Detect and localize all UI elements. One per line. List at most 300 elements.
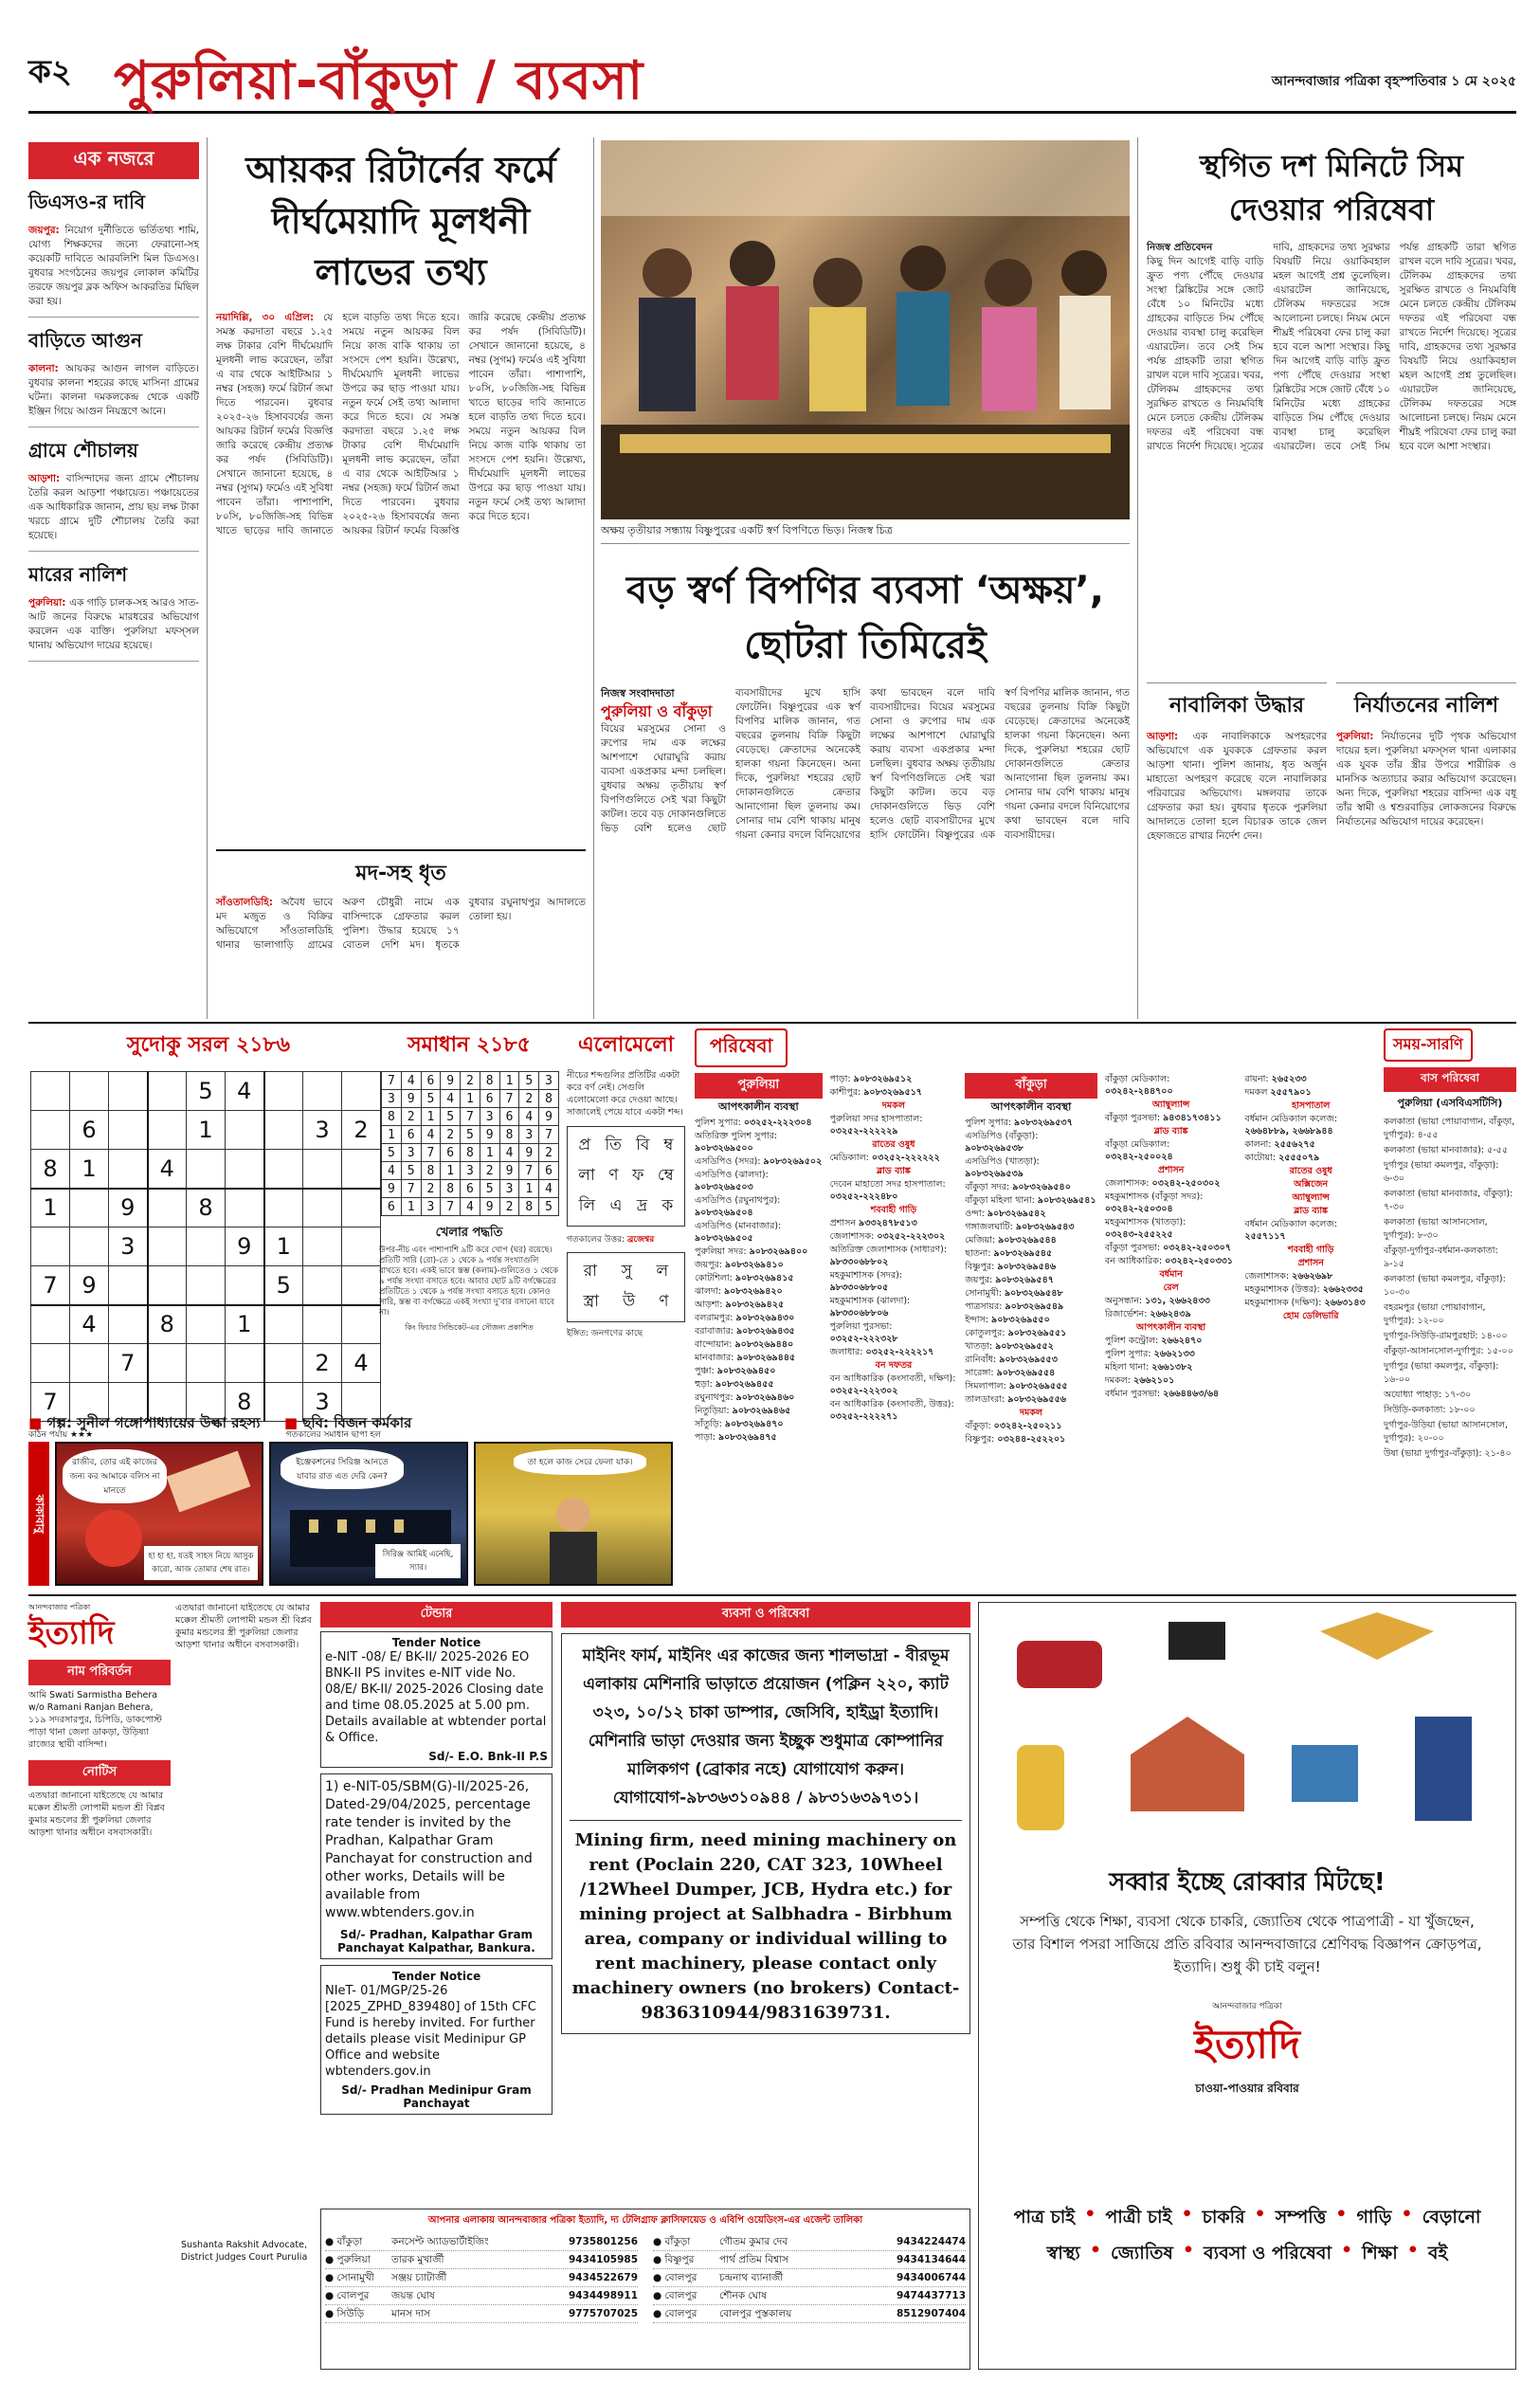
route-header: পুরুলিয়া (এসবিএসটিসি) (1397, 1097, 1503, 1109)
sudoku-cell[interactable]: 8 (31, 1150, 70, 1189)
service-label: বান্দোয়ান: (695, 1339, 735, 1350)
service-label: এসডিপিও (মানবাজার): (695, 1221, 782, 1231)
sudoku-cell[interactable] (303, 1150, 342, 1189)
service-heading: প্রশাসন (1297, 1258, 1324, 1268)
rules-text: উপর-নীচ এবং পাশাপাশি ৯টি করে খোপ (ঘর) রয়েছে। প্রতিটি সারি (রো)-তে ১ থেকে ৯ পর্যন্ত সংখ্যাগুলি রাখতে হবে। একই ভাবে স্তম্ভ (কলাম)-গুলিতেও ১ থেকে ৯ পর্যন্ত সংখ্যা বসাতে হবে। আবার ছোট ৯টি বর্গক্ষেত্রের প্রতিটিতে ১ থেকে ৯ পর্যন্ত সংখ্যা বসাতে হবে। কোনও সারি, স্তম্ভ বা বর্গক্ষেত্রে একই সংখ্যা দু’বার বসানো যাবে না। (379, 1246, 559, 1318)
tender-1-title: Tender Notice (391, 1636, 481, 1649)
ek-nojore-column (28, 142, 199, 1014)
sudoku-cell[interactable]: 5 (187, 1072, 226, 1111)
sim-story (1147, 140, 1516, 676)
service-label: পুঞ্চা: (695, 1366, 717, 1376)
solution-cell: 3 (480, 1108, 499, 1126)
solution-cell: 6 (421, 1072, 441, 1090)
solution-cell: 7 (382, 1072, 402, 1090)
sudoku-cell[interactable] (148, 1266, 187, 1305)
solution-cell: 8 (421, 1162, 441, 1180)
sudoku-cell[interactable] (31, 1111, 70, 1150)
agent-phone: 8512907404 (896, 2308, 966, 2319)
solution-cell: 7 (441, 1198, 461, 1216)
sudoku-cell[interactable] (226, 1189, 264, 1227)
sudoku-cell[interactable] (109, 1266, 148, 1305)
agent-phone: 9434006744 (896, 2272, 966, 2283)
house-icon (1131, 1717, 1244, 1811)
mod-box-place: সাঁওতালডিহি: (216, 897, 273, 908)
sudoku-cell[interactable] (187, 1305, 226, 1344)
sim-byline: নিজস্ব প্রতিবেদন (1147, 242, 1213, 253)
solution-cell: 5 (480, 1180, 499, 1198)
service-line (830, 1217, 958, 1229)
service-line (695, 1391, 823, 1404)
service-number: ০৩২৫২-২২২৪৮০ (829, 1191, 898, 1202)
sudoku-cell[interactable] (303, 1305, 342, 1344)
agent-phone: 9434522679 (568, 2272, 638, 2283)
sudoku-grid[interactable] (30, 1071, 381, 1422)
sudoku-cell[interactable]: 7 (31, 1383, 70, 1422)
service-heading: বন দফতর (875, 1360, 913, 1371)
service-line (1105, 1112, 1238, 1124)
bardhaman-column (1244, 1073, 1377, 1446)
bankura-column-2 (1105, 1073, 1238, 1446)
elomelo-title: এলোমেলো (577, 1033, 675, 1057)
service-line (1105, 1216, 1238, 1241)
comic-title: গল্প: সুনীল গঙ্গোপাধ্যায়ের উল্কা রহস্য (46, 1414, 261, 1431)
sudoku-cell[interactable] (303, 1266, 342, 1305)
service-number: ৯০৮৩২৬৯৫৪৮ (1004, 1288, 1063, 1299)
sudoku-cell[interactable]: 8 (226, 1383, 264, 1422)
service-line (1244, 1191, 1377, 1204)
sudoku-cell[interactable] (31, 1072, 70, 1111)
service-line (830, 1359, 958, 1372)
agent-row (325, 2287, 638, 2305)
solution-cell: 8 (499, 1126, 519, 1144)
solution-cell: 7 (539, 1126, 559, 1144)
main-story (216, 140, 586, 1012)
torture-place: পুরুলিয়া: (1336, 731, 1374, 742)
service-line (830, 1346, 958, 1358)
bus-route: কলকাতা (ভায়া পোয়াবাগান, বাঁকুড়া, দুর্গাপুর): ৪-৫৫ (1384, 1117, 1515, 1140)
category-item[interactable]: স্বাস্থ্য (1046, 2243, 1080, 2264)
sudoku-cell[interactable] (109, 1150, 148, 1189)
main-headline: আয়কর রিটার্নের ফর্মে দীর্ঘমেয়াদি মূলধনী লাভের তথ্য (245, 149, 556, 293)
mod-box (216, 849, 586, 953)
agent-area: ● সোনামুখী (325, 2272, 374, 2283)
panel-2-caption: সিরিঞ্জ আমিই এনেছি, স্যার। (375, 1544, 461, 1578)
agent-name: শৌনক ঘোষ (719, 2290, 768, 2301)
porishheba-title: পরিষেবা (695, 1028, 788, 1067)
laptop-icon (1292, 1745, 1358, 1802)
solution-cell: 3 (539, 1072, 559, 1090)
service-number: ৯০৮৩২৬৯৫৪০ (1012, 1182, 1071, 1192)
service-label: পুলিশ সুপার: (965, 1118, 1015, 1128)
category-item[interactable]: শিক্ষা (1362, 2243, 1398, 2264)
sudoku-cell[interactable]: 6 (70, 1111, 109, 1150)
service-number: ২৬৬১৩৮২ (1151, 1362, 1193, 1373)
solution-cell: 9 (441, 1072, 461, 1090)
tender-notice-1 (320, 1631, 553, 1768)
sudoku-cell[interactable] (342, 1189, 381, 1227)
sudoku-cell[interactable] (70, 1072, 109, 1111)
service-number: ৯০৮৩২৬৯৫৪২ (987, 1209, 1046, 1219)
brief-title: গ্রামে শৌচালয় (28, 439, 138, 462)
agents-section (320, 2209, 970, 2370)
category-item[interactable]: পাত্রী চাই (1105, 2207, 1172, 2227)
sudoku-cell[interactable] (187, 1344, 226, 1383)
service-number: ০৩২৪২-২৪৪৭০০ (1104, 1086, 1173, 1097)
sudoku-cell[interactable] (31, 1305, 70, 1344)
agent-area: ● বিষ্ণুপুর (653, 2254, 695, 2265)
sudoku-cell[interactable]: 1 (70, 1150, 109, 1189)
solution-credit: কিং ফিচার সিন্ডিকেট-এর সৌজন্য প্রকাশিত (405, 1323, 534, 1332)
service-heading: হাসপাতাল (1292, 1100, 1331, 1111)
service-number: ৯০৮৩২৬৯৪১০ (725, 1260, 784, 1270)
elomelo-section: এলোমেলো নীচের শব্দগুলির প্রতিটির একটা করে বর্ণ নেই। সেগুলি এলোমেলো করে দেওয়া আছে। সাজালেই পেয়ে যাবে একটা শব্দ। প্র তি বি ম্ব লা ণ ফ ম্বে লি এ দ্র ক গতকালের উত্তর: ব্রজেশ্বর রা সু ল স্ত্রা উ ণ ইঙ্গিত: জনগণের কাছে (567, 1028, 685, 1408)
solution-cell: 8 (519, 1198, 539, 1216)
sudoku-footer-note: গতকালের সমাধান ছাপা হল (285, 1430, 381, 1440)
category-separator: • (1401, 2204, 1413, 2225)
agent-name: সঞ্জয় চ্যাটার্জী (391, 2272, 447, 2283)
elomelo-row (571, 1287, 680, 1318)
service-line (965, 1221, 1097, 1233)
service-line (695, 1272, 823, 1284)
sudoku-cell[interactable] (342, 1266, 381, 1305)
sudoku-cell[interactable] (264, 1344, 303, 1383)
sudoku-cell[interactable] (109, 1072, 148, 1111)
brief-body (28, 362, 199, 419)
solution-cell: 4 (441, 1090, 461, 1108)
solution-cell: 1 (519, 1180, 539, 1198)
service-label: পুরুলিয়া পুরসভা: (829, 1321, 893, 1332)
sudoku-cell[interactable]: 7 (31, 1266, 70, 1305)
sudoku-cell[interactable] (264, 1189, 303, 1227)
service-heading: ব্লাড ব্যাঙ্ক (876, 1166, 911, 1176)
sudoku-cell[interactable]: 8 (148, 1305, 187, 1344)
service-number: ০৩২৫২-২২২২৭১ (829, 1411, 898, 1422)
sudoku-cell[interactable] (148, 1189, 187, 1227)
solution-cell: 8 (441, 1180, 461, 1198)
service-label: পাড়া: (829, 1074, 854, 1084)
sudoku-cell[interactable]: 4 (148, 1150, 187, 1189)
solution-cell: 9 (401, 1090, 421, 1108)
solution-cell: 1 (461, 1090, 480, 1108)
category-item[interactable]: সম্পত্তি (1275, 2207, 1327, 2227)
sudoku-cell[interactable] (187, 1150, 226, 1189)
category-item[interactable]: ব্যবসা ও পরিষেবা (1204, 2243, 1332, 2264)
agent-area: ● বাঁকুড়া (325, 2236, 363, 2247)
category-item[interactable]: বেড়ানো (1422, 2207, 1481, 2227)
solution-cell: 6 (539, 1162, 559, 1180)
service-label: অতিরিক্ত জেলাশাসক (সাধারণ): (829, 1245, 948, 1255)
service-line (1105, 1361, 1238, 1373)
service-label: রিজার্ভেশন: (1104, 1309, 1150, 1319)
sudoku-cell[interactable]: 9 (70, 1266, 109, 1305)
sudoku-cell[interactable] (342, 1227, 381, 1266)
brief-title: বাড়িতে আগুন (28, 329, 142, 352)
sudoku-cell[interactable]: 1 (264, 1227, 303, 1266)
sudoku-cell[interactable] (264, 1305, 303, 1344)
service-number: ৯০৮৩২৬৯৫০৩ (695, 1182, 753, 1192)
service-number: ৯০৮৩২৬৯৫৫২ (995, 1341, 1054, 1352)
solution-cell: 2 (539, 1144, 559, 1162)
service-line (965, 1300, 1097, 1313)
service-number: ৯০৮৩২৬৯৪৩৫ (736, 1326, 795, 1336)
sudoku-cell[interactable]: 2 (342, 1111, 381, 1150)
brief-body (28, 472, 199, 543)
sudoku-cell[interactable]: 1 (226, 1305, 264, 1344)
service-number: ৯০৮৩২৬৯৪০০ (749, 1246, 808, 1257)
service-line (1105, 1308, 1238, 1320)
agent-area: ● বোলপুর (653, 2308, 698, 2319)
service-label: আড়শা: (695, 1300, 726, 1310)
category-item[interactable]: চাকরি (1202, 2207, 1245, 2227)
solution-cell: 7 (461, 1108, 480, 1126)
solution-cell: 6 (461, 1180, 480, 1198)
minor-rescue-story (1147, 682, 1327, 1014)
minor-body: এক নাবালিকাকে অপহরণের অভিযোগে এক যুবককে গ্রেফতার করল আড়শা থানা। পুলিশ জানায়, ধৃত অর্জুন মাহাতো অপহরণ করেছে বলে নাবালিকার পরিবারের অভিযোগ। মঙ্গলবার তাকে গ্রেফতার করা হয়। বুধবার ধৃতকে পুরুলিয়া আদালতে তোলা হলে বিচারক তাকে জেল হেফাজতে রাখার নির্দেশ দেন। (1147, 731, 1327, 842)
category-item[interactable]: গাড়ি (1356, 2207, 1392, 2227)
service-label: বন আধিকারিক: (1104, 1256, 1166, 1266)
service-line (1105, 1268, 1238, 1281)
service-heading: ব্লাড ব্যাঙ্ক (1153, 1126, 1188, 1136)
minor-place: আড়শা: (1147, 731, 1179, 742)
service-line (695, 1418, 823, 1430)
sudoku-cell[interactable] (342, 1072, 381, 1111)
elomelo-grid (567, 1126, 685, 1227)
solution-cell: 3 (401, 1144, 421, 1162)
photo-illustration (601, 140, 1130, 519)
agent-area: ● বোলপুর (325, 2290, 370, 2301)
category-row-1 (979, 2204, 1515, 2234)
sudoku-cell[interactable] (109, 1111, 148, 1150)
panel-2-speech: ইঞ্জেকশনের সিরিঞ্জ আনতে যাবার রাত এত দেরি কেন? (281, 1449, 404, 1489)
sudoku-cell[interactable] (226, 1150, 264, 1189)
service-label: দেবেন মাহাতো সদর হাসপাতাল: (829, 1179, 946, 1190)
sudoku-cell[interactable] (70, 1227, 109, 1266)
sudoku-cell[interactable] (303, 1227, 342, 1266)
solution-cell: 1 (401, 1198, 421, 1216)
sudoku-cell[interactable]: 5 (264, 1266, 303, 1305)
elomelo-letter: লা (578, 1166, 595, 1185)
category-item[interactable]: বই (1427, 2243, 1448, 2264)
gold-story (601, 140, 1130, 1012)
agent-phone: 9434134644 (896, 2254, 966, 2265)
sudoku-cell[interactable]: 8 (187, 1189, 226, 1227)
service-label: জেলাশাসক: (1104, 1178, 1152, 1189)
service-line (695, 1325, 823, 1337)
solution-cell: 2 (401, 1108, 421, 1126)
sunday-ad (978, 1602, 1516, 2370)
service-line (1244, 1138, 1377, 1151)
sudoku-title: সুদোকু সরল ২১৮৬ (126, 1033, 291, 1057)
sudoku-cell[interactable]: 9 (109, 1189, 148, 1227)
sudoku-cell[interactable]: 3 (109, 1227, 148, 1266)
sudoku-cell[interactable] (264, 1072, 303, 1111)
sudoku-cell[interactable] (70, 1344, 109, 1383)
solution-cell: 5 (441, 1108, 461, 1126)
ityadi-brand: আনন্দবাজার পত্রিকা (28, 1603, 91, 1611)
solution-cell: 9 (539, 1108, 559, 1126)
sudoku-cell[interactable] (70, 1189, 109, 1227)
solution-cell: 4 (401, 1072, 421, 1090)
sudoku-cell[interactable] (31, 1227, 70, 1266)
service-label: মহকুমাশাসক (উত্তর): (1244, 1284, 1323, 1295)
solution-cell: 8 (382, 1108, 402, 1126)
service-number: ২৬৬২৬৯৮ (1292, 1271, 1333, 1282)
service-label: বর্ধমান মেডিক্যাল কলেজ: (1244, 1219, 1338, 1229)
sudoku-cell[interactable]: 4 (70, 1305, 109, 1344)
service-number: ৯০৮৩২৬৯৪৪৫ (736, 1353, 796, 1363)
elomelo-row (571, 1191, 680, 1222)
service-label: বাঁকুড়া মহিলা থানা: (965, 1195, 1038, 1206)
service-line (695, 1220, 823, 1245)
sudoku-cell[interactable]: 9 (226, 1227, 264, 1266)
brief-item (28, 327, 199, 427)
service-line (830, 1295, 958, 1319)
service-line (1244, 1205, 1377, 1217)
tender-notice-3 (320, 1965, 553, 2115)
brief-body (28, 224, 199, 309)
service-label: পুলিশ কন্ট্রোল: (1104, 1336, 1162, 1346)
category-separator: • (1089, 2240, 1101, 2261)
tent-icon (1320, 1612, 1434, 1660)
sudoku-cell[interactable] (148, 1111, 187, 1150)
solution-cell: 6 (401, 1126, 421, 1144)
service-line (1105, 1177, 1238, 1190)
service-line (965, 1181, 1097, 1193)
suitcase-icon (1017, 1745, 1064, 1830)
service-line (1105, 1321, 1238, 1334)
elomelo-letter: ণ (608, 1166, 619, 1185)
bankura-sub: আপৎকালীন ব্যবস্থা (990, 1100, 1072, 1113)
sudoku-cell[interactable] (187, 1227, 226, 1266)
service-line (695, 1312, 823, 1324)
agent-area: ● বোলপুর (653, 2290, 698, 2301)
service-line (830, 1204, 958, 1216)
agent-name: তারক মুখার্জী (391, 2254, 444, 2265)
sudoku-cell[interactable] (148, 1072, 187, 1111)
ek-nojore-header: এক নজরে (28, 142, 199, 179)
elomelo-letter: ল (656, 1262, 669, 1281)
sudoku-cell[interactable] (342, 1305, 381, 1344)
service-label: রায়না: (1244, 1074, 1272, 1084)
sudoku-cell[interactable] (148, 1344, 187, 1383)
sudoku-cell[interactable] (109, 1305, 148, 1344)
sudoku-cell[interactable]: 7 (109, 1344, 148, 1383)
service-number: ০৩২৪২-২৫০০২৪ (1104, 1152, 1173, 1162)
service-number: ০৩২৫২-২২২২২৯ (829, 1126, 898, 1136)
page-number: ক২ (28, 53, 72, 91)
service-line (1105, 1099, 1238, 1111)
service-line (695, 1338, 823, 1351)
gold-body-2: বিয়ের মরসুমের সোনা ও রুপোর দাম এক লক্ষের আশপাশে ঘোরাঘুরি করায় ব্যবসা একপ্রকার মন্দা চলছিল। বুধবার অক্ষয় তৃতীয়ায় স্বর্ণ বিপণিগুলিতে সেই খরা কিছুটা কাটল। তবে বড় দোকানগুলিতে ভিড় বেশি হলেও ছোট ব্যবসায়ীদের মুখে হাসি ফোটেনি। বিষ্ণুপুরের এক স্বর্ণ বিপণির মালিক জানান, গত বছরের তুলনায় বিক্রি কিছুটা বেড়েছে। ক্রেতাদের অনেকেই হালকা গয়না কিনেছেন। অন্য দিকে, পুরুলিয়া শহরের ছোট দোকানগুলিতে ক্রেতার আনাগোনা ছিল তুলনায় কম। সোনার দাম বেশি থাকায় মানুষ গয়না কেনার বদলে বিনিয়োগের কথা ভাবছেন বলে দাবি ব্যবসায়ীদের। (870, 687, 1130, 841)
bankura-header: বাঁকুড়া (965, 1073, 1097, 1099)
service-number: ৯০৮৩২৬৯৫৪৪ (998, 1235, 1057, 1246)
sudoku-cell[interactable]: 3 (303, 1383, 342, 1422)
service-label: মেজিয়া: (965, 1235, 999, 1246)
tender-3-body: NIeT- 01/MGP/25-26 [2025_ZPHD_839480] of 15th CFC Fund is hereby invited. For further details please visit Medinipur GP Office and website wbtenders.gov.in (325, 1984, 536, 2079)
service-heading: অ্যাম্বুল্যান্স (1151, 1100, 1190, 1110)
service-line (830, 1138, 958, 1151)
sim-headline: স্থগিত দশ মিনিটে সিম দেওয়ার পরিষেবা (1199, 148, 1464, 227)
service-number: ৯০৮৩২৬৯৫৩৯ (965, 1169, 1024, 1179)
service-number: ০৩২৪২-২৫০৩০২ (1151, 1178, 1221, 1189)
service-number: ৯০৮৩২৬৯৫০৪ (695, 1208, 753, 1218)
sudoku-cell[interactable]: 3 (303, 1111, 342, 1150)
sudoku-cell[interactable] (226, 1111, 264, 1150)
service-label: পুলিশ সুপার: (695, 1118, 744, 1128)
solution-cell: 3 (519, 1126, 539, 1144)
service-label: নিতুড়িয়া: (695, 1406, 733, 1416)
solution-cell: 5 (401, 1162, 421, 1180)
agent-area: ● সিউড়ি (325, 2308, 365, 2319)
agent-name: গৌতম কুমার দেব (719, 2236, 788, 2247)
sudoku-cell[interactable] (187, 1266, 226, 1305)
service-number: ২৬৬৪৪৬৩/৬৪ (1163, 1389, 1220, 1399)
service-line (830, 1113, 958, 1137)
mining-ad-english: Mining firm, need mining machinery on rent (Poclain 220, CAT 323, 10Wheel /12Wheel Dumper, JCB, Hydra etc.) for mining project at Salbhadra - Birbhum area, company or individual willing to rent machinery, please contact only machinery owners (no brokers) Contact- 9836310944/9831639731. (571, 1830, 960, 2023)
service-label: মেডিক্যাল: (829, 1153, 872, 1163)
category-item[interactable]: পাত্র চাই (1013, 2207, 1076, 2227)
solution-cell: 2 (421, 1180, 441, 1198)
category-row-2 (979, 2240, 1515, 2270)
service-number: ২৬৬২১০১ (1133, 1375, 1175, 1386)
bus-route: দুর্গাপুর-সিউড়ি-রামপুরহাট: ১৪-০০ (1384, 1331, 1508, 1341)
service-line (1244, 1178, 1377, 1191)
sudoku-cell[interactable]: 1 (31, 1189, 70, 1227)
service-label: বরাবাজার: (695, 1326, 737, 1336)
sudoku-cell[interactable]: 2 (303, 1344, 342, 1383)
service-line (830, 1230, 958, 1243)
service-number: ৯০৮৩২৬৯৫৩৮ (965, 1143, 1024, 1154)
sudoku-cell[interactable] (226, 1344, 264, 1383)
sudoku-cell[interactable] (303, 1072, 342, 1111)
sudoku-cell[interactable]: 1 (187, 1111, 226, 1150)
category-item[interactable]: জ্যোতিষ (1110, 2243, 1173, 2264)
service-number: ৯০৮৩২৬৯৫০৫ (695, 1233, 753, 1244)
sunday-ad-body: সম্পত্তি থেকে শিক্ষা, ব্যবসা থেকে চাকরি, জ্যোতিষ থেকে পাত্রপাত্রী - যা খুঁজছেন, তার বিশাল পসরা সাজিয়ে প্রতি রবিবার আনন্দবাজারে শ্রেণিবদ্ধ বিজ্ঞাপন ক্রোড়পত্র, ইত্যাদি। শুধু কী চাই বলুন! (1012, 1913, 1482, 1975)
elomelo-letter: স্ত্রা (583, 1292, 600, 1311)
solution-cell: 5 (539, 1198, 559, 1216)
service-heading: শববাহী গাড়ি (1287, 1245, 1334, 1255)
service-number: ৯০৮৩২৬৯৫৫৩ (999, 1355, 1058, 1365)
service-heading: দমকল (881, 1100, 905, 1111)
purulia-column (695, 1073, 823, 1446)
agent-area: ● বোলপুর (653, 2272, 698, 2283)
service-label: বন আধিকারিক (কংসাবতী, দক্ষিণ): (829, 1373, 956, 1384)
elomelo-letter: উ (623, 1292, 636, 1311)
service-label: এসডিপিও (খাতড়া): (965, 1156, 1040, 1167)
sudoku-cell[interactable] (31, 1344, 70, 1383)
service-line (1105, 1295, 1238, 1307)
service-label: বিষ্ণুপুর: (965, 1434, 998, 1445)
sudoku-cell[interactable] (226, 1266, 264, 1305)
sudoku-cell[interactable]: 4 (342, 1344, 381, 1383)
service-line (695, 1259, 823, 1271)
elomelo-row (571, 1257, 680, 1287)
sudoku-cell[interactable] (264, 1150, 303, 1189)
category-separator: • (1084, 2204, 1096, 2225)
solution-cell: 4 (539, 1180, 559, 1198)
service-line (1244, 1283, 1377, 1296)
sudoku-cell[interactable]: 4 (226, 1072, 264, 1111)
sudoku-cell[interactable] (303, 1189, 342, 1227)
service-number: ৯০৮৩২৬৯৪৫০ (716, 1366, 776, 1376)
service-label: মহকুমাশাসক (খাতড়া): (1104, 1217, 1187, 1227)
elomelo-letter: দ্র (636, 1196, 648, 1215)
service-label: সিমলাপাল: (965, 1381, 1009, 1391)
sudoku-cell[interactable] (148, 1227, 187, 1266)
sudoku-cell[interactable] (342, 1150, 381, 1189)
sudoku-cell[interactable] (264, 1111, 303, 1150)
